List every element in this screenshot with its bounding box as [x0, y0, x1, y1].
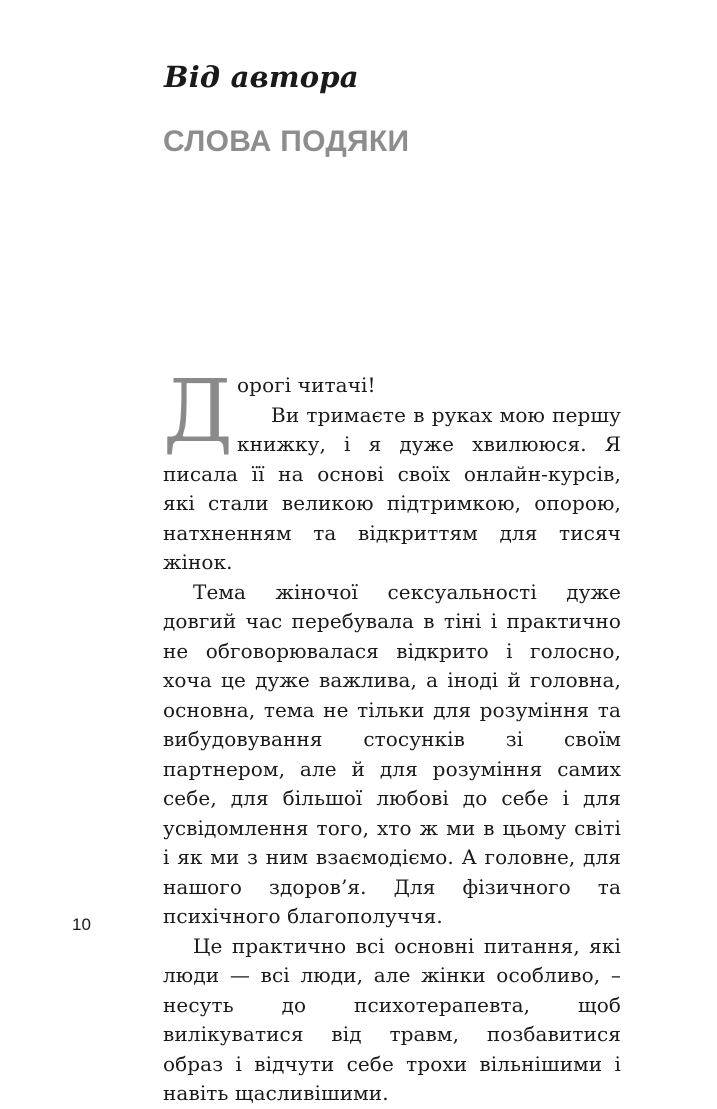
body-text — [163, 362, 621, 1109]
greeting-text: орогі читачі! — [237, 373, 376, 397]
paragraph-1-text: Ви тримаєте в руках мою першу книжку, і я дуже хвилююся. Я писала її на основі своїх онлайн-курсів, які стали великою підтримкою, опорою, натхненням та відкриттям для тисяч жінок. — [163, 402, 621, 574]
paragraph-2: Тема жіночої сексуальності дуже довгий час перебувала в тіні і практично не обговорювалася відкрито і голосно, хоча це дуже важлива, а іноді й головна, основна, тема не тільки для розуміння та вибудовування стосунків зі своїм партнером, але й для розуміння самих себе, для більшої любові до себе і для усвідомлення того, хто ж ми в цьому світі і як ми з ним взаємодіємо. А головне, для нашого здоров’я. Для фізичного та психічного благополуччя. — [163, 579, 621, 928]
section-title: Від автора — [164, 60, 359, 94]
section-subtitle: СЛОВА ПОДЯКИ — [163, 125, 410, 158]
drop-cap-letter: Д — [163, 362, 234, 462]
paragraph-3: Це практично всі основні питання, які люди — всі люди, але жінки особливо, – несуть до психотерапевта, щоб вилікуватися від травм, позбавитися образ і відчути себе трохи вільнішими і навіть щасливішими. — [163, 933, 621, 1105]
page-number: 10 — [72, 915, 91, 934]
